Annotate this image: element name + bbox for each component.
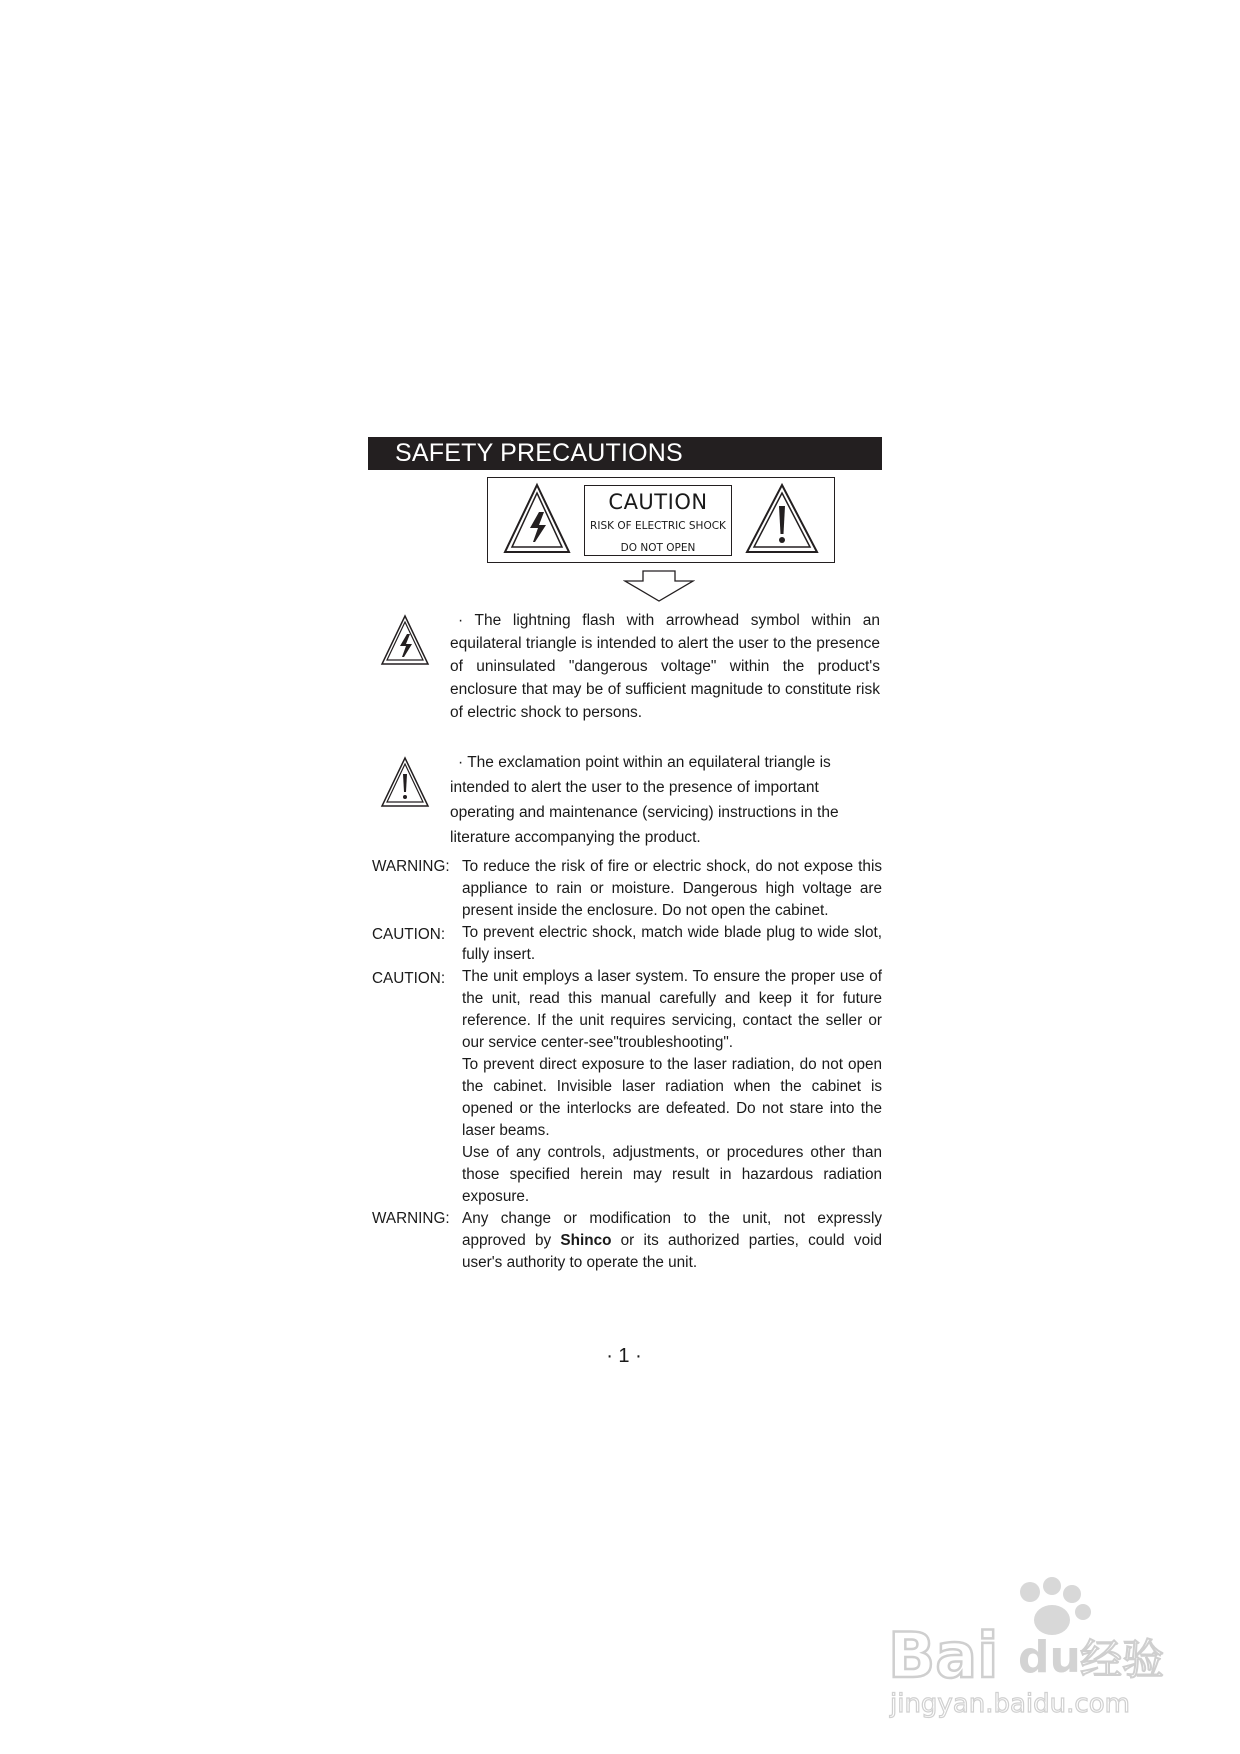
brand-name: Shinco: [560, 1232, 612, 1249]
lightning-triangle-icon: [502, 482, 572, 555]
down-arrow-icon: [623, 569, 695, 603]
section-title: SAFETY PRECAUTIONS: [368, 437, 882, 470]
caution-do-not-open-line: DO NOT OPEN: [620, 542, 696, 554]
page-number: · 1 ·: [606, 1345, 642, 1367]
lightning-symbol-text: · The lightning flash with arrowhead symbol within an equilateral triangle is intended to alert the user to the presence of uninsulated "dangerous voltage" within the product's enclosure that may be of sufficient magnitude to constitute risk of electric shock to persons.: [450, 612, 880, 721]
note-paragraph: To prevent electric shock, match wide blade plug to wide slot, fully insert.: [462, 924, 882, 963]
exclamation-triangle-icon: [380, 756, 430, 808]
svg-text:Bai: Bai: [888, 1619, 999, 1692]
svg-text:jingyan.baidu.com: jingyan.baidu.com: [890, 1689, 1130, 1719]
note-body: [462, 966, 882, 1208]
note-label: WARNING:: [372, 858, 450, 875]
caution-risk-line: RISK OF ELECTRIC SHOCK: [590, 520, 726, 532]
svg-text:du: du: [1018, 1632, 1081, 1683]
note-body: [462, 922, 882, 966]
note-label: WARNING:: [372, 1210, 450, 1227]
note-label: CAUTION:: [372, 926, 446, 943]
caution-note: [372, 922, 882, 966]
svg-text:经验: 经验: [1080, 1635, 1165, 1684]
baidu-jingyan-watermark: [880, 1572, 1180, 1722]
exclamation-symbol-text: · The exclamation point within an equilateral triangle is intended to alert the user to the presence of important operating and maintenance (servicing) instructions in the literature accompanying the product.: [450, 754, 839, 846]
note-paragraph: To prevent direct exposure to the laser radiation, do not open the cabinet. Invisible laser radiation when the cabinet is opened or the interlocks are defeated. Do not stare into the laser beams.: [462, 1056, 882, 1139]
note-paragraph: The unit employs a laser system. To ensure the proper use of the unit, read this manual carefully and keep it for future reference. If the unit requires servicing, contact the seller or our service center-see"troubleshooting".: [462, 968, 882, 1051]
caution-text-panel: [584, 485, 732, 556]
laser-caution-note: [372, 966, 882, 1208]
exclamation-triangle-icon: [744, 482, 820, 555]
note-paragraph: To reduce the risk of fire or electric shock, do not expose this appliance to rain or moisture. Dangerous high voltage are present inside the enclosure. Do not open the cabinet.: [462, 858, 882, 919]
note-paragraph: Use of any controls, adjustments, or procedures other than those specified herein may result in hazardous radiation exposure.: [462, 1144, 882, 1205]
caution-word: CAUTION: [608, 490, 708, 514]
lightning-symbol-explanation: [450, 609, 880, 724]
note-text-before-brand: Any change or modification to the unit, not expressly approved by: [462, 1210, 882, 1249]
note-paragraph: [462, 1208, 882, 1274]
exclamation-symbol-explanation: [450, 750, 875, 850]
note-label: CAUTION:: [372, 970, 446, 987]
warning-note: [372, 856, 882, 922]
caution-label: [487, 477, 835, 563]
note-body: [462, 1208, 882, 1274]
lightning-triangle-icon: [380, 614, 430, 666]
notes-list: [372, 856, 882, 1274]
modification-warning-note: [372, 1208, 882, 1274]
note-text-after-brand: or its authorized parties, could void user's authority to operate the unit.: [462, 1232, 882, 1271]
note-body: [462, 856, 882, 922]
